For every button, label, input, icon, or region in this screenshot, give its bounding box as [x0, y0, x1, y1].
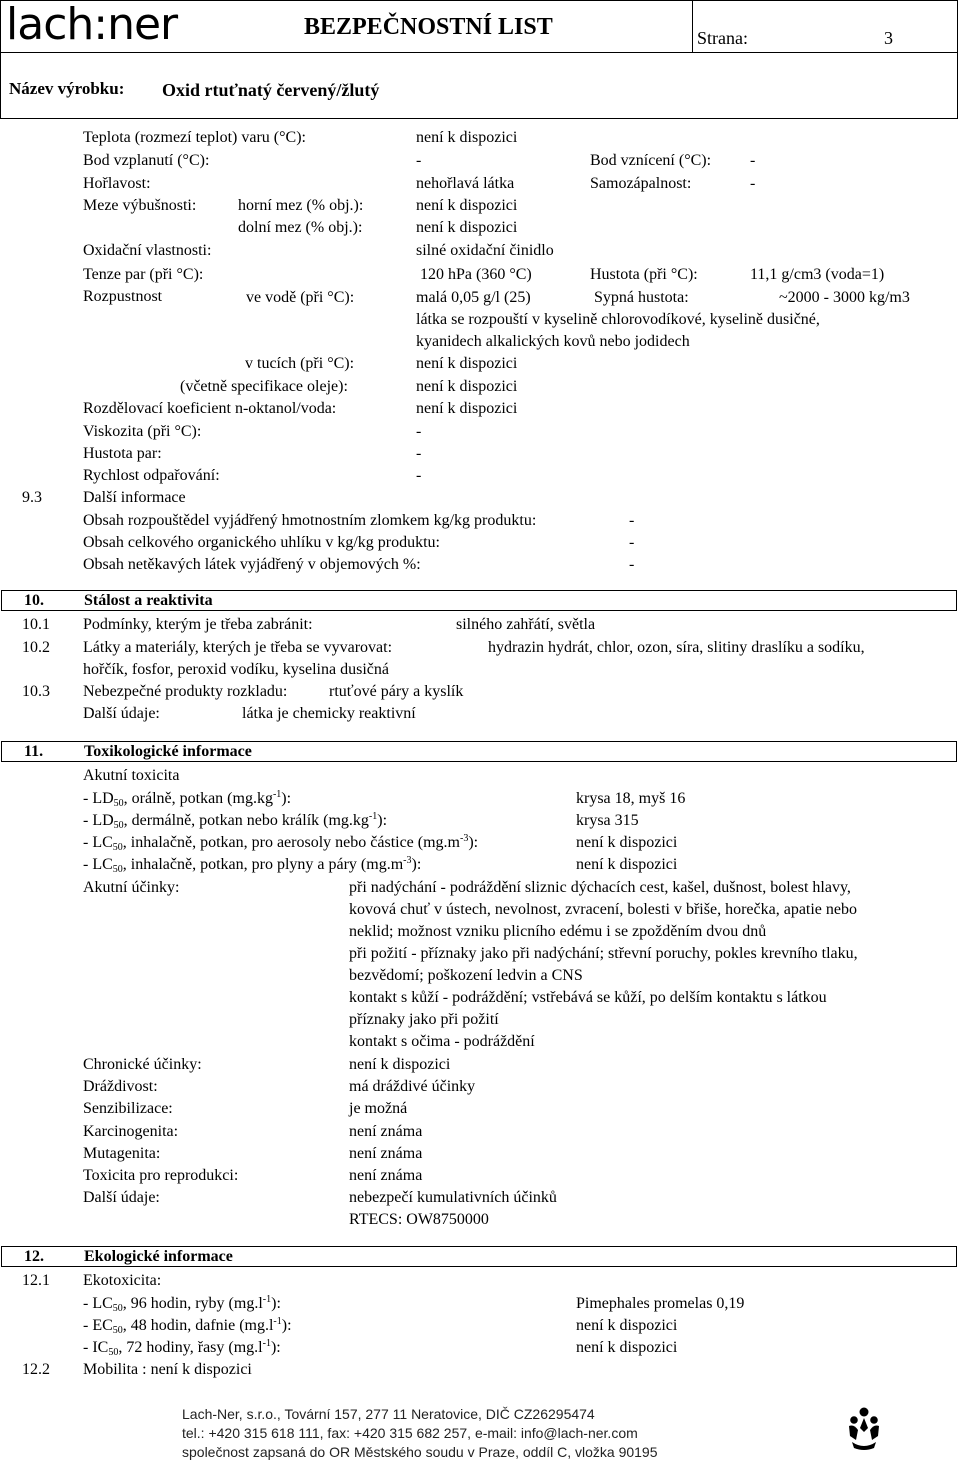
ld50-oral-label: - $LD_{50}$, orálně, potkan $(mg.kg^{-1})$:: [83, 789, 292, 809]
header-divider: [692, 0, 693, 52]
document-title: BEZPEČNOSTNÍ LIST: [304, 14, 553, 40]
mobility-line: Mobilita : není k dispozici: [83, 1361, 252, 1378]
ld50-dermal-value: krysa 315: [576, 812, 639, 829]
acute-effects-line: při nadýchání - podráždění sliznic dýchacích cest, kašel, dušnost, bolest hlavy,: [349, 879, 851, 896]
page-label: Strana:: [697, 28, 748, 48]
vapour-density-value: -: [416, 445, 422, 462]
flash-point-label: Bod vzplanutí (°C):: [83, 152, 210, 169]
evaporation-rate-value: -: [416, 467, 422, 484]
ignition-label: Bod vznícení (°C):: [590, 152, 712, 169]
reproductive-toxicity-label: Toxicita pro reprodukci:: [83, 1167, 239, 1184]
lc50-fish-label: - $LC_{50}$, 96 hodin, ryby $(mg.l^{-1})$:: [83, 1294, 281, 1314]
autoignition-label: Samozápalnost:: [590, 175, 692, 192]
ic50-algae-label: - $IC_{50}$, 72 hodiny, řasy $(mg.l^{-1})$:: [83, 1338, 281, 1358]
boiling-point-label: Teplota (rozmezí teplot) varu (°C):: [83, 129, 306, 146]
acute-effects-line: kontakt s očima - podráždění: [349, 1033, 535, 1050]
lc50-fish-value: Pimephales promelas 0,19: [576, 1295, 745, 1312]
oxidizing-label: Oxidační vlastnosti:: [83, 242, 212, 259]
explosion-limits-label: Meze výbušnosti:: [83, 197, 197, 214]
flammability-value: nehořlavá látka: [416, 175, 515, 192]
chronic-effects-label: Chronické účinky:: [83, 1056, 202, 1073]
solubility-fat-value: není k dispozici: [416, 355, 518, 372]
section-10-more-label: Další údaje:: [83, 705, 160, 722]
vapour-density-label: Hustota par:: [83, 445, 162, 462]
section-11-header: [1, 741, 957, 762]
explosion-lower-value: není k dispozici: [416, 219, 518, 236]
company-logo: lach:ner: [6, 0, 178, 50]
decomposition-products-value: rtuťové páry a kyslík: [329, 683, 464, 700]
vapour-pressure-value: 120 hPa (360 °C): [420, 266, 532, 283]
viscosity-label: Viskozita (při °C):: [83, 423, 202, 440]
conditions-to-avoid-value: silného zahřátí, světla: [456, 616, 596, 633]
solubility-oil-label: (včetně specifikace oleje):: [180, 378, 348, 395]
lc50-aerosol-label: - $LC_{50}$, inhalačně, potkan, pro aerosoly nebo částice $(mg.m^{-3})$:: [83, 833, 479, 853]
subsection-10-2-number: 10.2: [22, 639, 50, 656]
flash-point-value: -: [416, 152, 422, 169]
bulk-density-label: Sypná hustota:: [594, 289, 689, 306]
solubility-oil-value: není k dispozici: [416, 378, 518, 395]
vapour-pressure-label: Tenze par (při °C):: [83, 266, 204, 283]
solubility-note-line1: látka se rozpouští v kyselině chlorovodíkové, kyselině dusičné,: [416, 311, 820, 328]
acute-toxicity-title: Akutní toxicita: [83, 767, 180, 784]
section-10-number: 10.: [24, 592, 44, 609]
partition-coefficient-value: není k dispozici: [416, 400, 518, 417]
section-10-header: [1, 590, 957, 611]
footer-contact: tel.: +420 315 618 111, fax: +420 315 682 257, e-mail: info@lach-ner.com: [182, 1425, 638, 1441]
density-label: Hustota (při °C):: [590, 266, 698, 283]
other-info-title: Další informace: [83, 489, 186, 506]
acute-effects-label: Akutní účinky:: [83, 879, 180, 896]
lc50-gas-label: - $LC_{50}$, inhalačně, potkan, pro plyny a páry $(mg.m^{-3})$:: [83, 855, 422, 875]
explosion-upper-value: není k dispozici: [416, 197, 518, 214]
section-11-title: Toxikologické informace: [84, 743, 252, 760]
acute-effects-line: neklid; možnost vzniku plicního edému i se zpožděním dvou dnů: [349, 923, 767, 940]
mutagenicity-label: Mutagenita:: [83, 1145, 161, 1162]
subsection-10-3-number: 10.3: [22, 683, 50, 700]
decomposition-products-label: Nebezpečné produkty rozkladu:: [83, 683, 288, 700]
flammability-label: Hořlavost:: [83, 175, 151, 192]
section-11-more-label: Další údaje:: [83, 1189, 160, 1206]
footer-registration: společnost zapsaná do OR Městského soudu v Praze, oddíl C, vložka 90195: [182, 1444, 658, 1460]
conditions-to-avoid-label: Podmínky, kterým je třeba zabránit:: [83, 616, 313, 633]
section-12-title: Ekologické informace: [84, 1248, 233, 1265]
solvent-content-value: -: [629, 512, 635, 529]
page-number: 3: [884, 28, 893, 48]
subsection-10-1-number: 10.1: [22, 616, 50, 633]
acute-effects-line: bezvědomí; poškození ledvin a CNS: [349, 967, 583, 984]
lc50-aerosol-value: není k dispozici: [576, 834, 678, 851]
ec50-daphnia-label: - $EC_{50}$, 48 hodin, dafnie $(mg.l^{-1})$:: [83, 1316, 292, 1336]
ecotoxicity-title: Ekotoxicita:: [83, 1272, 162, 1289]
autoignition-value: -: [750, 175, 756, 192]
rtecs-number: RTECS: OW8750000: [349, 1211, 489, 1228]
subsection-12-1-number: 12.1: [22, 1272, 50, 1289]
product-label: Název výrobku:: [9, 79, 125, 98]
incompatible-materials-line2: hořčík, fosfor, peroxid vodíku, kyselina dusičná: [83, 661, 389, 678]
acute-effects-line: kontakt s kůží - podráždění; vstřebává se kůží, po delším kontaktu s látkou: [349, 989, 827, 1006]
mutagenicity-value: není známa: [349, 1145, 423, 1162]
irritation-label: Dráždivost:: [83, 1078, 158, 1095]
boiling-point-value: není k dispozici: [416, 129, 518, 146]
acute-effects-line: kovová chuť v ústech, nevolnost, zvracení, bolesti v břiše, horečka, apatie nebo: [349, 901, 858, 918]
sensitization-label: Senzibilizace:: [83, 1100, 173, 1117]
footer-address: Lach-Ner, s.r.o., Tovární 157, 277 11 Neratovice, DIČ CZ26295474: [182, 1406, 595, 1422]
partition-coefficient-label: Rozdělovací koeficient n-oktanol/voda:: [83, 400, 337, 417]
evaporation-rate-label: Rychlost odpařování:: [83, 467, 220, 484]
incompatible-materials-line1: hydrazin hydrát, chlor, ozon, síra, slitiny draslíku a sodíku,: [488, 639, 865, 656]
subsection-12-2-number: 12.2: [22, 1361, 50, 1378]
acute-effects-line: při požití - příznaky jako při nadýchání; střevní poruchy, pokles krevního tlaku,: [349, 945, 858, 962]
ld50-oral-value: krysa 18, myš 16: [576, 790, 686, 807]
lc50-gas-value: není k dispozici: [576, 856, 678, 873]
nonvolatile-content-label: Obsah netěkavých látek vyjádřený v objemových %:: [83, 556, 421, 573]
solvent-content-label: Obsah rozpouštědel vyjádřený hmotnostním zlomkem kg/kg produktu:: [83, 512, 537, 529]
explosion-lower-label: dolní mez (% obj.):: [238, 219, 363, 236]
sensitization-value: je možná: [349, 1100, 408, 1117]
carcinogenicity-value: není známa: [349, 1123, 423, 1140]
carcinogenicity-label: Karcinogenita:: [83, 1123, 179, 1140]
density-value: 11,1 g/cm3 (voda=1): [750, 266, 885, 283]
reproductive-toxicity-value: není známa: [349, 1167, 423, 1184]
acute-effects-line: příznaky jako při požití: [349, 1011, 499, 1028]
viscosity-value: -: [416, 423, 422, 440]
bulk-density-value: ~2000 - 3000 kg/m3: [779, 289, 910, 306]
product-name: Oxid rtuťnatý červený/žlutý: [162, 80, 380, 100]
solubility-water-label: ve vodě (při °C):: [246, 289, 355, 306]
ld50-dermal-label: - $LD_{50}$, dermálně, potkan nebo králík $(mg.kg^{-1})$:: [83, 811, 388, 831]
solubility-water-value: malá 0,05 g/l (25): [416, 289, 531, 306]
nonvolatile-content-value: -: [629, 556, 635, 573]
header-rule: [0, 52, 958, 53]
section-12-header: [1, 1246, 957, 1267]
section-10-title: Stálost a reaktivita: [84, 592, 213, 609]
toc-content-label: Obsah celkového organického uhlíku v kg/kg produktu:: [83, 534, 440, 551]
explosion-upper-label: horní mez (% obj.):: [238, 197, 364, 214]
solubility-note-line2: kyanidech alkalických kovů nebo jodidech: [416, 333, 690, 350]
incompatible-materials-label: Látky a materiály, kterých je třeba se vyvarovat:: [83, 639, 393, 656]
toc-content-value: -: [629, 534, 635, 551]
recycle-people-icon: [846, 1406, 882, 1452]
section-10-more-value: látka je chemicky reaktivní: [242, 705, 416, 722]
section-11-more-value: nebezpečí kumulativních účinků: [349, 1189, 557, 1206]
ec50-daphnia-value: není k dispozici: [576, 1317, 678, 1334]
irritation-value: má dráždivé účinky: [349, 1078, 476, 1095]
chronic-effects-value: není k dispozici: [349, 1056, 451, 1073]
section-12-number: 12.: [24, 1248, 44, 1265]
oxidizing-value: silné oxidační činidlo: [416, 242, 554, 259]
solubility-fat-label: v tucích (při °C):: [245, 355, 355, 372]
solubility-label: Rozpustnost: [83, 288, 163, 305]
section-11-number: 11.: [24, 743, 44, 760]
subsection-9-3-number: 9.3: [22, 489, 42, 506]
ic50-algae-value: není k dispozici: [576, 1339, 678, 1356]
ignition-value: -: [750, 152, 756, 169]
